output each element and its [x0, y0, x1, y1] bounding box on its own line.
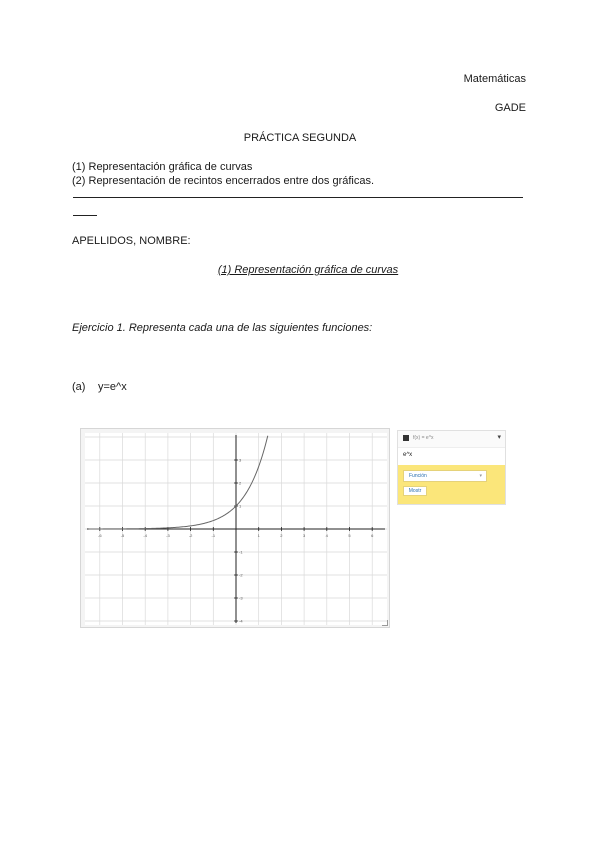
algebra-input[interactable]: e^x: [403, 452, 413, 458]
x-tick-label: -4: [143, 533, 147, 538]
divider-line-continuation: [73, 215, 97, 216]
y-tick-label: -3: [239, 595, 243, 601]
y-tick-label: -1: [239, 549, 243, 555]
contents-item-2: (2) Representación de recintos encerrados entre dos gráficas.: [72, 175, 375, 187]
x-tick-label: -2: [188, 533, 193, 538]
show-button[interactable]: Mostr: [403, 486, 427, 496]
tool-area: [398, 465, 505, 504]
x-tick-label: 5: [348, 533, 351, 538]
x-tick-label: -6: [98, 533, 102, 538]
algebra-panel: [397, 430, 506, 505]
degree-label: GADE: [494, 102, 526, 114]
x-tick-label: 3: [302, 533, 306, 538]
divider-line: [73, 197, 523, 198]
y-tick-label: 3: [239, 457, 242, 463]
subject-label: Matemáticas: [463, 73, 526, 85]
x-tick-label: 1: [257, 533, 260, 538]
function-plot[interactable]: [81, 429, 391, 629]
x-tick-label: -5: [120, 533, 125, 538]
y-tick-label: 2: [239, 480, 242, 486]
exercise-item-label: (a): [72, 381, 86, 393]
collapse-icon[interactable]: ▾: [497, 434, 501, 441]
y-tick-label: 1: [239, 503, 242, 509]
page-title: PRÁCTICA SEGUNDA: [243, 132, 357, 144]
resize-handle[interactable]: [382, 620, 388, 626]
student-name-label: APELLIDOS, NOMBRE:: [72, 235, 191, 247]
graph-view[interactable]: [80, 428, 390, 628]
y-tick-label: -4: [239, 618, 243, 624]
exercise-item-function: y=e^x: [98, 381, 127, 393]
exercise-statement: Ejercicio 1. Representa cada una de las siguientes funciones:: [72, 322, 373, 334]
x-tick-label: 4: [325, 533, 328, 538]
input-bar[interactable]: [398, 447, 505, 464]
x-tick-label: 6: [371, 533, 374, 538]
algebra-item[interactable]: [398, 431, 505, 447]
function-dropdown-label: Función: [409, 473, 427, 479]
x-tick-label: -1: [211, 533, 216, 538]
x-tick-label: -3: [166, 533, 170, 538]
visibility-toggle-icon[interactable]: [403, 435, 409, 441]
contents-item-1: (1) Representación gráfica de curvas: [72, 161, 253, 173]
chevron-down-icon: ▾: [479, 473, 482, 479]
y-tick-label: -2: [239, 572, 243, 578]
algebra-item-label: f(x) = e^x: [413, 435, 434, 441]
section-title: (1) Representación gráfica de curvas: [217, 264, 399, 276]
function-dropdown[interactable]: [403, 470, 487, 482]
x-tick-label: 2: [280, 533, 283, 538]
